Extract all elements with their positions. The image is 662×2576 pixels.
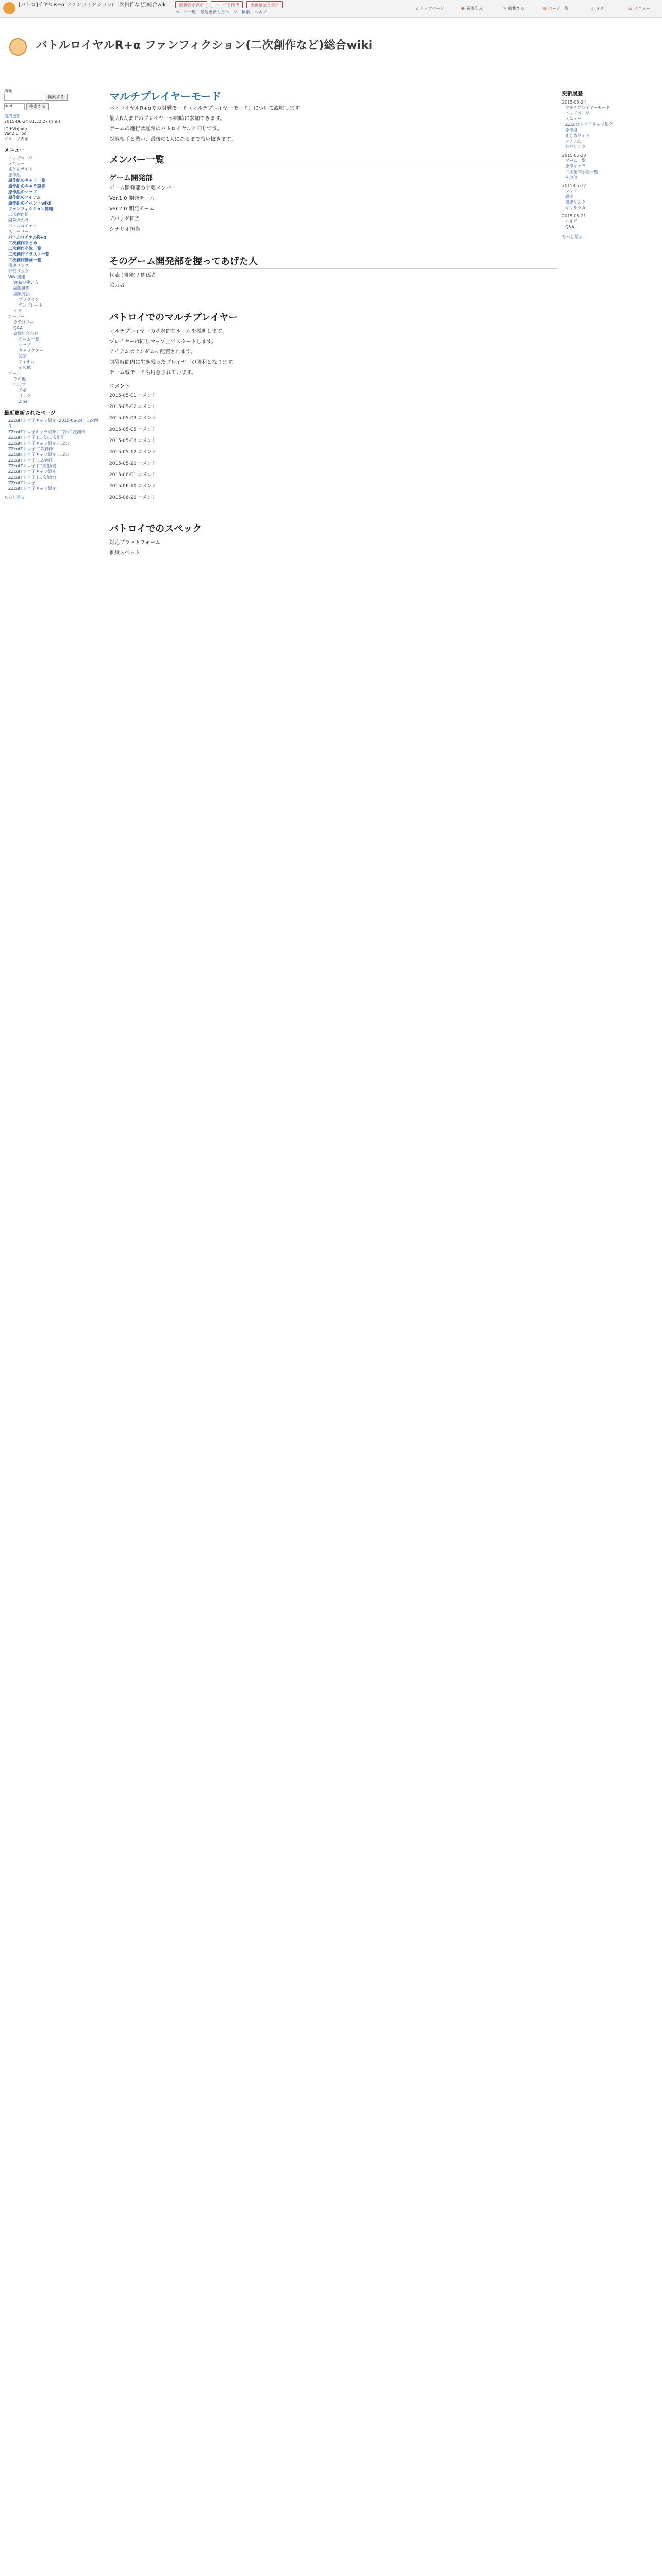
menu-item[interactable]: 原作組 — [8, 173, 21, 177]
comment-item: 2015-05-01 コメント — [109, 393, 157, 398]
history-item[interactable]: Q&A — [565, 225, 575, 229]
history-item[interactable]: 二次創作小説一覧 — [565, 170, 598, 174]
right-sidebar — [562, 85, 660, 240]
site-header — [0, 18, 662, 84]
recent-item[interactable]: ZZcutTトロ子キャラ紹介 (二次) — [8, 441, 69, 446]
history-list — [562, 218, 660, 230]
wiki-icon[interactable]: ✚ 新規作成 — [461, 6, 483, 11]
menu-item[interactable]: マップ — [19, 343, 31, 347]
member-line: Ver.1.0 開発チーム — [109, 196, 155, 201]
history-item[interactable]: マルチプレイヤーモード — [565, 105, 610, 110]
recent-item[interactable]: ZZcutTトロ子キャラ紹介 (2015-06-24) 二次創作 — [8, 418, 98, 429]
supporters-list — [109, 272, 557, 290]
menu-item[interactable]: トップページ — [8, 156, 33, 160]
recent-item[interactable]: ZZcutTトロ子 — [8, 481, 36, 485]
history-item[interactable]: トップページ — [565, 111, 590, 115]
history-item[interactable]: 外部リンク — [565, 145, 586, 149]
comment-item: 2015-05-08 コメント — [109, 438, 157, 444]
comment-item: 2015-06-20 コメント — [109, 495, 157, 500]
menu-item[interactable]: 外部リンク — [8, 269, 29, 274]
multiplayer-line: チーム戦モードも用意されています。 — [109, 370, 196, 376]
menu-item[interactable]: まとめサイト — [8, 167, 33, 172]
multiplayer-line: プレイヤーは同じマップ上でスタートします。 — [109, 339, 217, 345]
history-title: 更新履歴 — [562, 91, 583, 97]
right-more-link[interactable]: もっと見る — [562, 234, 583, 239]
site-logo-icon[interactable] — [3, 2, 15, 14]
history-date: 2015-06-24 — [562, 100, 586, 105]
supporter-line: 代表 (開発) / 関係者 — [109, 273, 156, 278]
intro-line: バトロイヤルR+αでの対戦モード（マルチプレイヤーモード）について説明します。 — [109, 106, 305, 111]
intro — [109, 105, 557, 143]
history-item[interactable]: 原作キャラ — [565, 164, 586, 168]
intro-line: 最大8人までのプレイヤーが同時に参加できます。 — [109, 116, 225, 122]
history-button[interactable]: 更新履歴を表示 — [246, 1, 283, 8]
history-item[interactable]: 原作組 — [565, 128, 577, 132]
multiplayer-line: 制限時間内に生き残ったプレイヤーが勝利となります。 — [109, 360, 238, 365]
help-link[interactable]: ヘルプ — [254, 10, 267, 14]
menu-item[interactable]: リンク — [19, 394, 31, 398]
comment-item: 2015-05-20 コメント — [109, 461, 157, 466]
history-item[interactable]: キャラクター — [565, 206, 590, 210]
home-icon[interactable]: ⌂ トップページ — [416, 6, 444, 11]
and-or-select[interactable]: and — [4, 103, 25, 110]
member-line: シナリオ担当 — [109, 227, 140, 232]
menu-item[interactable]: 原作組のアイテム — [8, 195, 41, 200]
menu-item[interactable]: 原作組のキャラ一覧 — [8, 178, 45, 183]
menu-item[interactable]: 原作組のキャラ設定 — [8, 184, 45, 189]
history-item[interactable]: アイテム — [565, 139, 581, 144]
menu-item[interactable]: メモ — [19, 388, 27, 393]
left-more-link[interactable]: もっと見る — [4, 495, 25, 500]
new-label: 新規作成 — [466, 6, 483, 11]
edit-label: 編集する — [508, 6, 525, 11]
menu-item[interactable]: Zine — [19, 399, 28, 404]
history-item[interactable]: メニュー — [565, 116, 582, 121]
supporter-line: 協力者 — [109, 283, 125, 289]
last-updated: 2015-06-24 01:32:27 (Thu) — [4, 119, 60, 124]
top-bar — [0, 0, 662, 18]
menu-item[interactable]: Wiki関連 — [8, 275, 25, 279]
menu-item[interactable]: バトルロイヤル — [8, 224, 37, 228]
recent-item[interactable]: ZZcutTトロ子 二次創作 — [8, 447, 53, 451]
section-supporters: そのゲーム開発部を握ってあげた人 — [109, 254, 557, 269]
tag-label: タグ — [595, 6, 604, 11]
member-line: デバッグ担当 — [109, 216, 140, 222]
page-icon[interactable]: ▤ ページ一覧 — [542, 6, 569, 11]
comment-label: コメント — [109, 384, 130, 389]
pages-label: ページ一覧 — [548, 6, 569, 11]
intro-line: ゲームの進行は通常のバトロイヤルと同じです。 — [109, 126, 222, 132]
member-line: ゲーム開発部の主要メンバー — [109, 185, 176, 191]
menu-item[interactable]: 二次創作まとめ — [8, 241, 37, 245]
multiplayer-line: アイテムはランダムに配置されます。 — [109, 349, 196, 355]
menu-item[interactable]: プラグイン — [19, 297, 39, 302]
meta-2[interactable]: グループ表示 — [4, 137, 29, 141]
search2-button[interactable]: 検索する — [26, 103, 49, 110]
edit-icon[interactable]: ✎ 編集する — [503, 6, 525, 11]
history-item[interactable]: ゲーム一覧 — [565, 158, 586, 163]
menu-item[interactable]: ユーザー — [8, 314, 25, 319]
search-link[interactable]: 検索 — [241, 10, 250, 14]
menu-item[interactable]: メニュー — [8, 161, 25, 166]
menu-title: メニュー — [4, 148, 25, 154]
spec-line: 推奨スペック — [109, 550, 140, 556]
site-avatar-icon[interactable] — [9, 38, 27, 56]
recent-item[interactable]: ZZcutTトロ子キャラ紹介 — [8, 486, 56, 491]
menu-item[interactable]: 設定 — [19, 354, 27, 359]
create-page-button[interactable]: ページを作成 — [211, 1, 243, 8]
menu-item[interactable]: Wikiの使い方 — [13, 280, 39, 285]
menu-item[interactable]: Q&A — [13, 326, 23, 330]
menu-list — [8, 155, 99, 404]
history-list — [562, 105, 660, 150]
page-list-link[interactable]: ページ一覧 — [175, 10, 196, 14]
search-input[interactable] — [4, 94, 43, 101]
menu-item[interactable]: 編集方法 — [13, 292, 30, 296]
last-updated-label: 最終更新 — [4, 114, 21, 118]
section-spec: バトロイでのスペック — [109, 521, 557, 536]
menu-label: メニュー — [634, 6, 651, 11]
menu-item[interactable]: 原作組のイベントwiki — [8, 201, 51, 206]
history-item[interactable]: マップ — [565, 189, 577, 193]
history-list — [562, 188, 660, 211]
menu-item[interactable]: ストーリー — [8, 229, 29, 234]
history-item[interactable]: ヘルプ — [565, 219, 577, 224]
menu-item[interactable]: テンプレート — [19, 303, 43, 308]
main-content — [109, 85, 557, 2576]
top-title[interactable]: [バトロ]イヤルR+α ファンフィクション(二次創作など)総合wiki — [19, 2, 168, 8]
comment-item: 2015-05-03 コメント — [109, 416, 157, 421]
history-item[interactable]: ZZcutTトロ子キャラ紹介 — [565, 122, 613, 127]
recent-link[interactable]: 最近更新したページ — [200, 10, 238, 14]
section-members: メンバー一覧 — [109, 152, 557, 167]
menu-icon[interactable]: ☰ メニュー — [628, 6, 651, 11]
menu-item[interactable]: ツール — [8, 371, 21, 376]
history-date: 2015-06-21 — [562, 214, 586, 218]
history-date: 2015-06-22 — [562, 183, 586, 188]
spec-line: 対応プラットフォーム — [109, 540, 160, 546]
comments-list — [109, 393, 557, 501]
history-item[interactable]: まとめサイト — [565, 133, 590, 138]
latest-button[interactable]: 最新版を表示 — [175, 1, 207, 8]
comment-item: 2015-05-05 コメント — [109, 427, 157, 432]
comment-item: 2015-06-10 コメント — [109, 484, 157, 489]
recent-item[interactable]: ZZcutTトロ子キャラ紹介 (二次)二次創作 — [8, 430, 86, 434]
menu-item[interactable]: 関連リンク — [8, 263, 29, 268]
comment-item: 2015-05-12 コメント — [109, 450, 157, 455]
recent-item[interactable]: ZZcutTトロ子キャラ紹介 — [8, 469, 56, 474]
menu-item[interactable]: 編集練習 — [13, 286, 30, 291]
menu-item[interactable]: 二次創作小説一覧 — [8, 246, 41, 251]
search-button[interactable]: 検索する — [45, 94, 68, 101]
menu-item[interactable]: ファンフィクション関連 — [8, 207, 54, 211]
spec-lines — [109, 539, 557, 557]
site-title[interactable]: バトルロイヤルR+α ファンフィクション(二次創作など)総合wiki — [36, 39, 373, 52]
menu-item[interactable]: メモ — [13, 309, 22, 313]
meta-1: Ver.2.0 Tool — [4, 131, 28, 136]
menu-item[interactable]: 原作組のマップ — [8, 190, 37, 194]
menu-item[interactable]: 二次創作イラスト一覧 — [8, 252, 49, 257]
history-item[interactable]: その他 — [565, 175, 577, 180]
multiplayer-lines — [109, 328, 557, 377]
top-links — [175, 9, 270, 15]
menu-item[interactable]: お問い合わせ — [13, 331, 38, 336]
home-label: トップページ — [420, 6, 444, 11]
menu-item[interactable]: その他 — [19, 365, 31, 370]
page-title: マルチプレイヤーモード — [109, 90, 222, 103]
meta-0: ID:hVhJbdo — [4, 127, 27, 131]
menu-item[interactable]: ゲーム一覧 — [19, 337, 39, 342]
recent-item[interactable]: ZZcutTトロ子キャラ紹介 (二次) — [8, 452, 69, 457]
history-groups — [562, 100, 660, 230]
search-label: 検索 — [4, 89, 12, 93]
intro-line: 対戦相手と戦い、最後の1人になるまで戦い抜きます。 — [109, 137, 236, 142]
recent-title: 最近更新されたページ — [4, 411, 56, 416]
top-icons — [409, 2, 659, 15]
recent-item[interactable]: ZZcutTトロ子 (二次創作) — [8, 475, 57, 480]
history-list — [562, 158, 660, 180]
recent-item[interactable]: ZZcutTトロ子 (二次)二次創作 — [8, 435, 65, 440]
menu-item[interactable]: ヘルプ — [13, 382, 26, 387]
comment-item: 2015-05-02 コメント — [109, 404, 157, 410]
menu-item[interactable]: アイテム — [19, 360, 35, 364]
members-list — [109, 185, 557, 233]
comment-item: 2015-06-01 コメント — [109, 472, 157, 478]
history-item[interactable]: 設定 — [565, 194, 573, 199]
multiplayer-line: マルチプレイヤーの基本的なルールを説明します。 — [109, 329, 227, 334]
recent-list — [8, 418, 99, 492]
history-date: 2015-06-23 — [562, 153, 586, 158]
menu-item[interactable]: 二次創作動画一覧 — [8, 258, 41, 262]
recent-item[interactable]: ZZcutTトロ子 (二次創作) — [8, 464, 57, 468]
menu-item[interactable]: カテゴリー — [13, 320, 34, 325]
left-sidebar — [0, 85, 103, 806]
section-dev-team: ゲーム開発部 — [109, 174, 153, 182]
menu-item[interactable]: 組み合わせ — [8, 218, 29, 223]
member-line: Ver.2.0 開発チーム — [109, 206, 155, 212]
tag-icon[interactable]: # タグ — [590, 6, 604, 11]
history-item[interactable]: 関連リンク — [565, 200, 586, 205]
menu-item[interactable]: その他 — [13, 377, 26, 381]
menu-item[interactable]: 二次創作組 — [8, 212, 29, 217]
top-buttons — [175, 1, 285, 8]
section-multiplayer: バトロイでのマルチプレイヤー — [109, 310, 557, 325]
menu-item[interactable]: バトルロイヤルR+α — [8, 235, 46, 240]
recent-item[interactable]: ZZcutTトロ子 二次創作 — [8, 458, 53, 463]
menu-item[interactable]: キャラクター — [19, 348, 43, 353]
